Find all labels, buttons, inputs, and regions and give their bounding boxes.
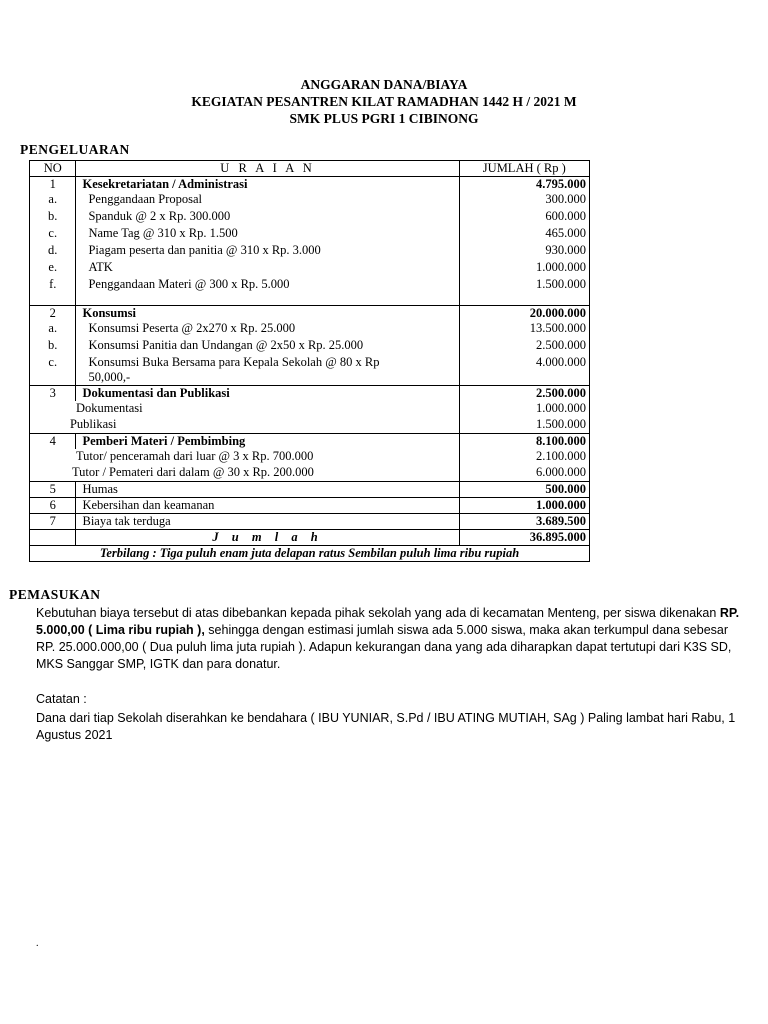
row-amount: 2.500.000 (459, 386, 589, 402)
table-row (30, 465, 590, 482)
row-text: Penggandaan Proposal (76, 192, 459, 209)
row-letter: f. (30, 277, 76, 294)
col-header-jumlah: JUMLAH ( Rp ) (459, 161, 589, 177)
row-title: Pemberi Materi / Pembimbing (76, 434, 459, 450)
row-text: Spanduk @ 2 x Rp. 300.000 (76, 209, 459, 226)
row-text: Tutor / Pemateri dari dalam @ 30 x Rp. 200.000 (71, 465, 314, 479)
table-header-row (30, 161, 590, 177)
row-amount: 20.000.000 (459, 306, 589, 322)
row-title: Konsumsi (76, 306, 459, 322)
row-no: 3 (30, 386, 76, 402)
row-letter: a. (30, 192, 76, 209)
table-row (30, 226, 590, 243)
row-amount: 300.000 (459, 192, 589, 209)
row-no: 6 (30, 498, 76, 514)
pemasukan-text-2: sehingga dengan estimasi jumlah siswa ada 5.000 siswa, maka akan terkumpul dana sebesar RP. 25.000.000,00 ( Dua puluh lima juta rupiah ). Adapun kekurangan dana yang ada diharapkan dapat tertutupi dari K3S SD, MKS Sanggar SMP, IGTK dan para donatur. (36, 623, 732, 671)
row-amount: 2.100.000 (459, 449, 589, 465)
table-row (30, 243, 590, 260)
row-letter: c. (30, 226, 76, 243)
terbilang-row (30, 546, 590, 562)
row-amount: 500.000 (459, 482, 589, 498)
footer-mark: . (36, 938, 39, 949)
total-row (30, 530, 590, 546)
pemasukan-heading: PEMASUKAN (9, 587, 101, 602)
row-title: Kebersihan dan keamanan (76, 498, 459, 514)
catatan-label: Catatan : (36, 692, 87, 706)
total-amount: 36.895.000 (459, 530, 589, 546)
row-letter: b. (30, 338, 76, 355)
table-row (30, 482, 590, 498)
terbilang-text: Terbilang : Tiga puluh enam juta delapan ratus Sembilan puluh lima ribu rupiah (30, 546, 590, 562)
table-row (30, 355, 590, 386)
row-amount: 4.795.000 (459, 177, 589, 193)
row-no: 5 (30, 482, 76, 498)
col-header-no: NO (30, 161, 76, 177)
table-row (30, 192, 590, 209)
row-amount: 4.000.000 (459, 355, 589, 386)
row-title: Humas (76, 482, 459, 498)
row-no: 7 (30, 514, 76, 530)
table-row (30, 306, 590, 322)
row-text: ATK (76, 260, 459, 277)
table-row (30, 177, 590, 193)
row-amount: 13.500.000 (459, 321, 589, 338)
budget-table (29, 160, 590, 562)
row-no: 4 (30, 434, 76, 450)
row-text: Konsumsi Peserta @ 2x270 x Rp. 25.000 (76, 321, 459, 338)
document-title (0, 76, 768, 127)
row-amount: 1.500.000 (459, 277, 589, 294)
row-text: Publikasi (69, 417, 117, 431)
row-text-line-1: Konsumsi Buka Bersama para Kepala Sekolah @ 80 x Rp (88, 355, 380, 369)
row-letter: a. (30, 321, 76, 338)
table-row (30, 498, 590, 514)
row-amount: 1.000.000 (459, 401, 589, 417)
pengeluaran-heading: PENGELUARAN (20, 142, 130, 157)
row-title: Dokumentasi dan Publikasi (76, 386, 459, 402)
table-row (30, 417, 590, 434)
row-text: Name Tag @ 310 x Rp. 1.500 (76, 226, 459, 243)
title-line-3: SMK PLUS PGRI 1 CIBINONG (289, 111, 479, 126)
row-title: Kesekretariatan / Administrasi (76, 177, 459, 193)
row-text (76, 355, 459, 386)
row-text: Tutor/ penceramah dari luar @ 3 x Rp. 700.000 (75, 449, 314, 463)
table-row (30, 514, 590, 530)
table-row (30, 386, 590, 402)
table-row (30, 321, 590, 338)
row-text: Piagam peserta dan panitia @ 310 x Rp. 3.000 (76, 243, 459, 260)
row-amount: 600.000 (459, 209, 589, 226)
row-amount: 3.689.500 (459, 514, 589, 530)
row-text: Penggandaan Materi @ 300 x Rp. 5.000 (76, 277, 459, 294)
table-row (30, 277, 590, 294)
total-label: J u m l a h (76, 530, 459, 546)
row-letter: c. (30, 355, 76, 386)
row-amount: 6.000.000 (459, 465, 589, 482)
table-row (30, 401, 590, 417)
title-line-2: KEGIATAN PESANTREN KILAT RAMADHAN 1442 H / 2021 M (191, 94, 577, 109)
table-row (30, 209, 590, 226)
row-amount: 1.000.000 (459, 498, 589, 514)
row-letter: e. (30, 260, 76, 277)
table-row (30, 260, 590, 277)
row-amount: 1.500.000 (459, 417, 589, 434)
row-text: Dokumentasi (75, 401, 143, 415)
row-title: Biaya tak terduga (76, 514, 459, 530)
row-amount: 465.000 (459, 226, 589, 243)
table-row (30, 338, 590, 355)
col-header-uraian: U R A I A N (76, 161, 459, 177)
pemasukan-text-1: Kebutuhan biaya tersebut di atas dibebankan kepada pihak sekolah yang ada di kecamatan Menteng, per siswa dikenakan (36, 606, 720, 620)
row-amount: 930.000 (459, 243, 589, 260)
spacer-row (30, 294, 590, 306)
row-no: 1 (30, 177, 76, 193)
table-row (30, 434, 590, 450)
pemasukan-fee: RP. 5.000,00 ( Lima ribu rupiah ), (36, 606, 740, 637)
title-line-1: ANGGARAN DANA/BIAYA (300, 77, 468, 92)
row-no: 2 (30, 306, 76, 322)
row-text-line-2: 50,000,- (88, 370, 131, 384)
row-letter: b. (30, 209, 76, 226)
row-amount: 2.500.000 (459, 338, 589, 355)
table-row (30, 449, 590, 465)
row-text: Konsumsi Panitia dan Undangan @ 2x50 x Rp. 25.000 (76, 338, 459, 355)
catatan-text: Dana dari tiap Sekolah diserahkan ke bendahara ( IBU YUNIAR, S.Pd / IBU ATING MUTIAH, SAg ) Paling lambat hari Rabu, 1 Agustus 2021 (36, 711, 736, 742)
pemasukan-paragraph (36, 605, 748, 673)
row-amount: 8.100.000 (459, 434, 589, 450)
row-letter: d. (30, 243, 76, 260)
row-amount: 1.000.000 (459, 260, 589, 277)
